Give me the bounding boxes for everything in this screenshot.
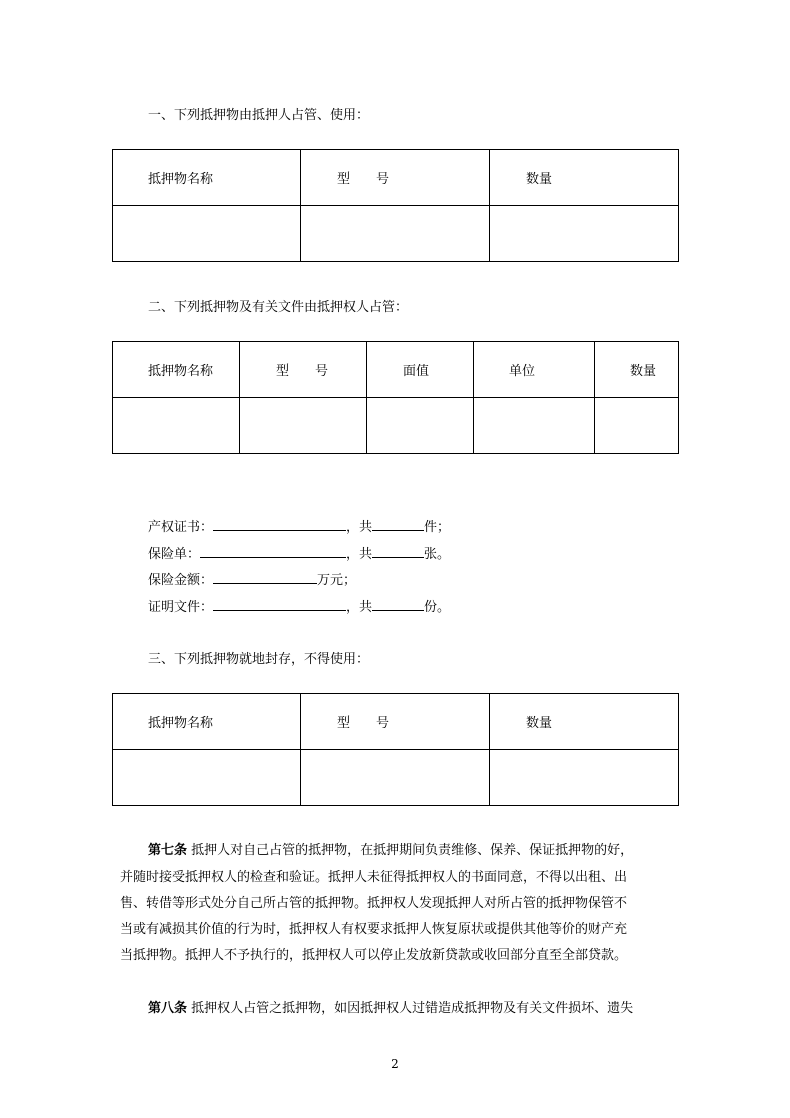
- section3-heading: 三、下列抵押物就地封存，不得使用：: [148, 652, 370, 667]
- insurance-unit: 张。: [424, 547, 451, 562]
- table-cell: [301, 206, 490, 262]
- proof-mid: ，共: [346, 600, 373, 615]
- cert-unit: 件；: [424, 520, 451, 535]
- insurance-blank: [200, 544, 346, 558]
- proof-blank: [213, 597, 346, 611]
- table-header-row: [113, 342, 679, 398]
- header-quantity: 数量: [490, 150, 679, 206]
- header-model: 型 号: [301, 150, 490, 206]
- header-name: 抵押物名称: [113, 150, 301, 206]
- table-cell: [113, 750, 301, 806]
- table-header-row: [113, 150, 679, 206]
- table-header-row: [113, 694, 679, 750]
- header-quantity: 数量: [595, 342, 679, 398]
- header-model: 型 号: [301, 694, 490, 750]
- table-cell: [490, 750, 679, 806]
- section2-table: [112, 341, 679, 454]
- table-cell: [113, 206, 301, 262]
- header-unit: 单位: [474, 342, 595, 398]
- article8-line-1: [148, 997, 633, 1016]
- table-cell: [367, 398, 474, 454]
- proof-count-blank: [372, 597, 424, 611]
- insurance-mid: ，共: [346, 547, 373, 562]
- insurance-label: 保险单：: [148, 547, 201, 562]
- table-cell: [595, 398, 679, 454]
- section1-heading: 一、下列抵押物由抵押人占管、使用：: [148, 108, 370, 123]
- insurance-count-blank: [372, 544, 424, 558]
- cert-mid: ，共: [346, 520, 373, 535]
- article7-text-1: 抵押人对自己占管的抵押物，在抵押期间负责维修、保养、保证抵押物的好，: [191, 843, 634, 858]
- table-row: [113, 206, 679, 262]
- insurance-line: [148, 543, 450, 562]
- section3-table: [112, 693, 679, 806]
- cert-line: [148, 516, 450, 535]
- table-cell: [490, 206, 679, 262]
- amount-line: [148, 569, 356, 588]
- amount-unit: 万元；: [317, 573, 357, 588]
- page-number: 2: [391, 1057, 399, 1071]
- header-model: 型 号: [240, 342, 367, 398]
- section2-heading: 二、下列抵押物及有关文件由抵押权人占管：: [148, 300, 409, 315]
- header-name: 抵押物名称: [113, 342, 240, 398]
- article7-line-2: 并随时接受抵押权人的检查和验证。抵押人未征得抵押权人的书面同意，不得以出租、出: [120, 870, 628, 885]
- proof-line: [148, 596, 450, 615]
- article8-text-1: 抵押权人占管之抵押物，如因抵押权人过错造成抵押物及有关文件损坏、遗失: [191, 1001, 634, 1016]
- section1-table: [112, 149, 679, 262]
- amount-blank: [213, 570, 317, 584]
- table-cell: [301, 750, 490, 806]
- table-row: [113, 398, 679, 454]
- article7-title: 第七条: [148, 843, 188, 858]
- table-cell: [113, 398, 240, 454]
- header-quantity: 数量: [490, 694, 679, 750]
- header-face-value: 面值: [367, 342, 474, 398]
- table-cell: [474, 398, 595, 454]
- article8-title: 第八条: [148, 1001, 188, 1016]
- proof-unit: 份。: [424, 600, 451, 615]
- article7-line-4: 当或有减损其价值的行为时，抵押权人有权要求抵押人恢复原状或提供其他等价的财产充: [120, 922, 628, 937]
- cert-label: 产权证书：: [148, 520, 214, 535]
- cert-blank: [213, 517, 346, 531]
- proof-label: 证明文件：: [148, 600, 214, 615]
- header-name: 抵押物名称: [113, 694, 301, 750]
- article7-line-3: 售、转借等形式处分自己所占管的抵押物。抵押权人发现抵押人对所占管的抵押物保管不: [120, 896, 628, 911]
- table-cell: [240, 398, 367, 454]
- cert-count-blank: [372, 517, 424, 531]
- article7-line-1: [148, 839, 633, 858]
- amount-label: 保险金额：: [148, 573, 214, 588]
- table-row: [113, 750, 679, 806]
- article7-line-5: 当抵押物。抵押人不予执行的，抵押权人可以停止发放新贷款或收回部分直至全部贷款。: [120, 948, 628, 963]
